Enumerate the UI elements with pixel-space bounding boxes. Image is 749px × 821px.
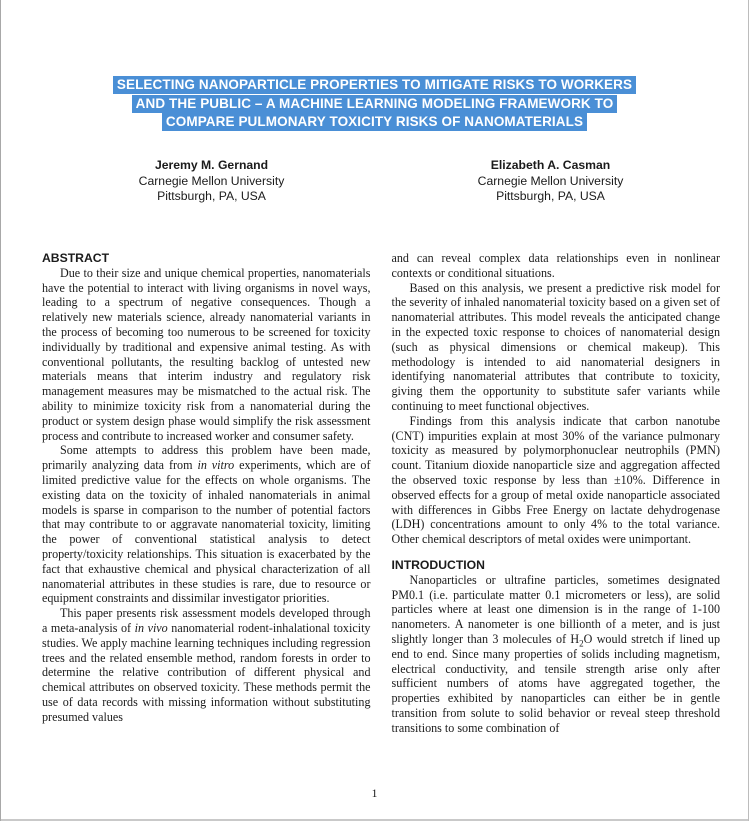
abstract-heading: ABSTRACT <box>42 251 110 265</box>
authors-block <box>42 158 720 205</box>
body-paragraph: Based on this analysis, we present a predictive risk model for the severity of inhaled nanomaterial toxicity based on a given set of nanomaterial attributes. This model reveals the anticipated change in the expected toxic response to choices of nanomaterial design (such as physical dimensions or chemical makeup). This methodology is intended to aid nanomaterial designers in identifying nanomaterial attributes that contribute to toxicity, giving them the opportunity to substitute safer variants while continuing to meet functional objectives. <box>391 280 720 413</box>
abstract-paragraph: This paper presents risk assessment models developed through a meta-analysis of in vivo nanomaterial rodent-inhalational toxicity studies. We apply machine learning techniques including regression trees and the related ensemble method, random forests in order to determine the relative contribution of different physical and chemical attributes on observed toxicity. These methods permit the use of data records with missing information without substituting presumed values <box>42 606 371 724</box>
author-1-affiliation: Carnegie Mellon University <box>138 173 285 188</box>
introduction-heading: INTRODUCTION <box>391 557 485 572</box>
paper-title-line-text: SELECTING NANOPARTICLE PROPERTIES TO MITIGATE RISKS TO WORKERS <box>113 76 636 94</box>
paper-title-line <box>1 76 748 95</box>
body-paragraph: Findings from this analysis indicate that carbon nanotube (CNT) impurities explain at most 30% of the variance pulmonary toxicity as measured by polymorphonuclear neutrophils (PMN) count. Titanium dioxide nanoparticle size and aggregation affected the observed toxic response by less than ±10%. Difference in observed effects for a group of metal oxide nanoparticle associated with differences in Gibbs Free Energy on lactate dehydrogenase (LDH) concentrations amount to only 4% to the total variance. Other chemical descriptors of metal oxides were unimportant. <box>391 413 720 547</box>
paper-title <box>1 76 748 132</box>
author-1-location: Pittsburgh, PA, USA <box>157 189 266 203</box>
author-2-affiliation: Carnegie Mellon University <box>477 173 624 188</box>
body-columns <box>42 251 720 736</box>
introduction-paragraph: Nanoparticles or ultrafine particles, sometimes designated PM0.1 (i.e. particulate matter 0.1 micrometers or less), are solid particles where at least one dimension is in the range of 1-100 nanometers. A nanometer is one billionth of a meter, and is just slightly longer than 3 molecules of $H_2O$ would stretch if lined up end to end. Since many properties of solids including magnetism, electrical conductivity, and tensile strength arise only after sufficient numbers of atoms have aggregated together, the properties exhibited by nanoparticles can either be in gentle transition from solute to solid behavior or reveal steep threshold transitions to some combination of <box>391 572 721 735</box>
left-column <box>42 251 371 736</box>
paper-title-line <box>1 95 748 114</box>
paper-title-line-text: COMPARE PULMONARY TOXICITY RISKS OF NANOMATERIALS <box>162 113 587 131</box>
paper-title-line <box>1 113 748 132</box>
author-1 <box>42 158 381 205</box>
author-1-name: Jeremy M. Gernand <box>154 158 269 172</box>
abstract-paragraph: Some attempts to address this problem have been made, primarily analyzing data from in vitro experiments, which are of limited predictive value for the effects on whole organisms. The existing data on the toxicity of inhaled nanomaterials in animal models is sparse in comparison to the number of potential factors that may contribute to or aggravate nanomaterial toxicity, limiting the power of conventional statistical analysis to detect property/toxicity relationships. This situation is exacerbated by the fact that exhaustive chemical and physical characterization of all nanomaterial attributes in these studies is rare, due to resource or equipment constraints and dissimilar investigator priorities. <box>42 443 371 606</box>
right-column <box>392 251 721 736</box>
paper-title-line-text: AND THE PUBLIC – A MACHINE LEARNING MODELING FRAMEWORK TO <box>132 95 618 113</box>
page-number: 1 <box>371 786 378 800</box>
author-2-location: Pittsburgh, PA, USA <box>496 189 605 203</box>
author-2 <box>381 158 720 205</box>
abstract-paragraph: Due to their size and unique chemical properties, nanomaterials have the potential to interact with living organisms in novel ways, leading to a spectrum of negative consequences. Though a relatively new materials science, already nanomaterial variants in the process of becoming too numerous to be screened for toxicity individually by traditional and expensive animal testing. As with conventional pollutants, the resulting backlog of untested new materials means that interim industry and regulatory risk management measures may be mismatched to the actual risk. The ability to minimize toxicity risk from a nanomaterial during the product or system design phase would simplify the risk assessment process and contribute to increased worker and consumer safety. <box>42 265 371 443</box>
continuation-paragraph: and can reveal complex data relationships even in nonlinear contexts or conditional situations. <box>391 251 720 280</box>
author-2-name: Elizabeth A. Casman <box>490 158 611 172</box>
